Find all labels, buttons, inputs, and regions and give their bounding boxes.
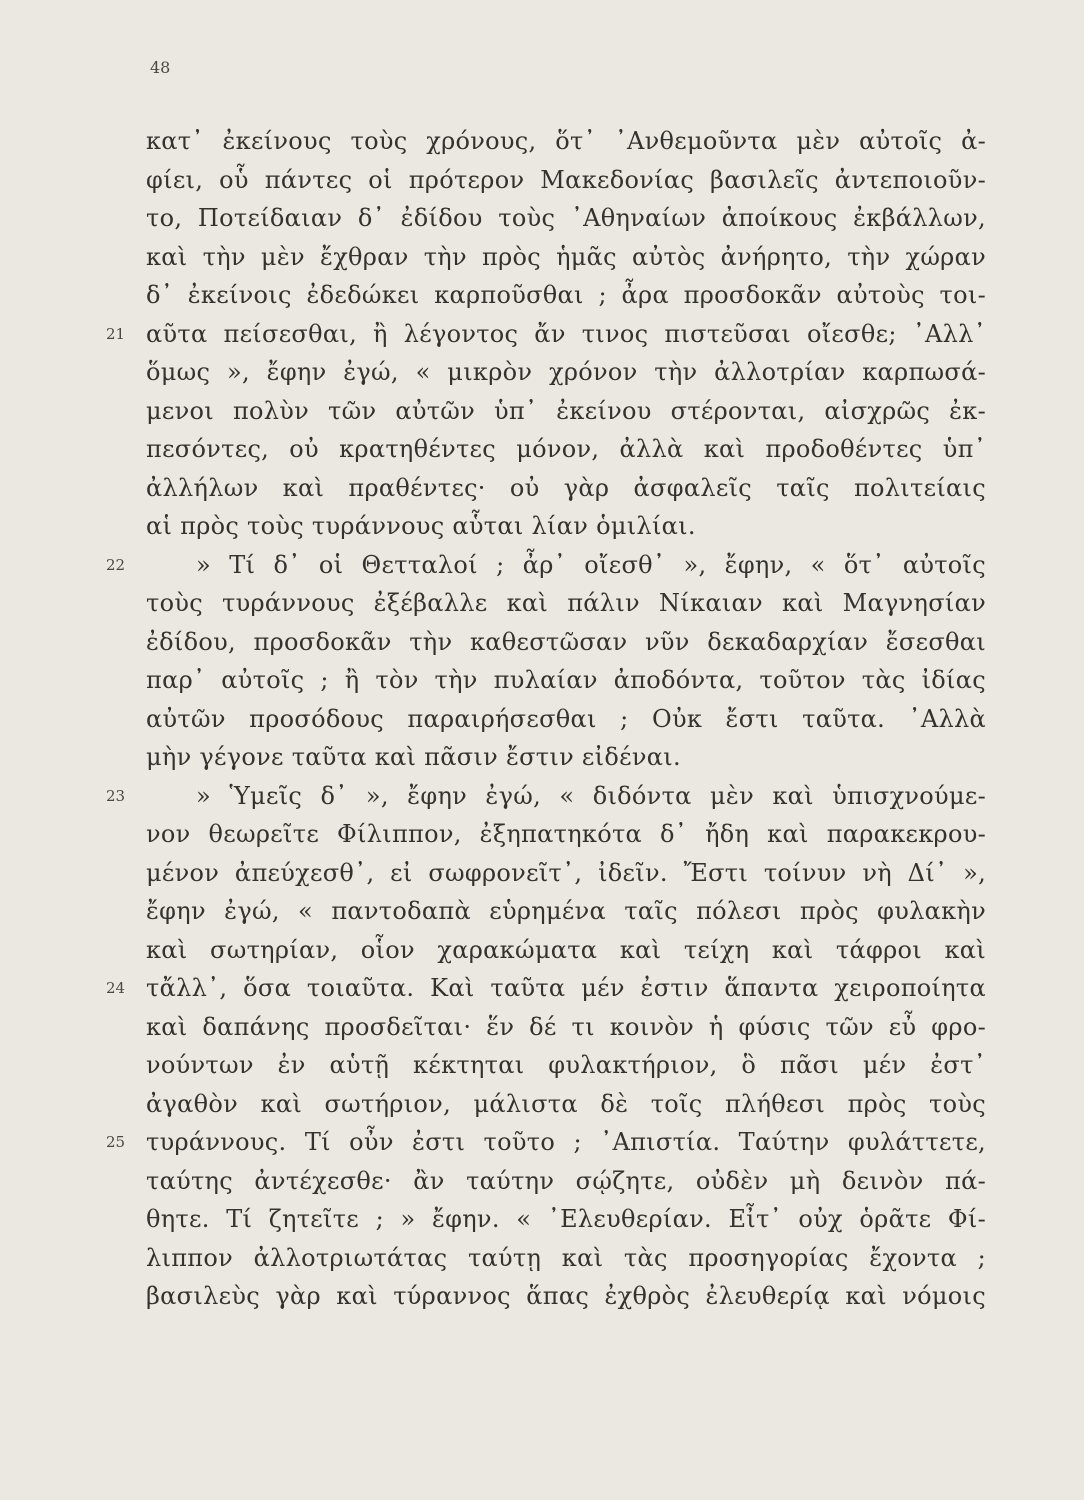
text-line — [0, 935, 1084, 975]
text-line — [0, 1089, 1084, 1129]
text-line — [0, 357, 1084, 397]
line-text: μενοι πολὺν τῶν αὐτῶν ὑπ᾽ ἐκείνου στέρονται, αἰσχρῶς ἐκ- — [146, 396, 986, 425]
text-line — [0, 165, 1084, 205]
text-line — [0, 126, 1084, 166]
section-number: 25 — [106, 1133, 126, 1151]
section-number: 22 — [106, 555, 126, 574]
line-text: ἐδίδου, προσδοκᾶν τὴν καθεστῶσαν νῦν δεκαδαρχίαν ἔσεσθαι — [146, 627, 986, 656]
line-text: θητε. Τί ζητεῖτε ; » ἔφην. « ᾿Ελευθερίαν. Εἶτ᾽ οὐχ ὁρᾶτε Φί- — [146, 1205, 986, 1233]
text-line — [0, 1166, 1084, 1206]
text-line — [0, 1050, 1084, 1090]
text-line — [0, 242, 1084, 282]
text-line — [0, 973, 1084, 1013]
text-line — [0, 1127, 1084, 1167]
page-number: 48 — [150, 58, 171, 77]
line-text: ἀλλήλων καὶ πραθέντες· οὐ γὰρ ἀσφαλεῖς ταῖς πολιτείαις — [146, 473, 986, 502]
text-line — [0, 1243, 1084, 1283]
line-text: ἀγαθὸν καὶ σωτήριον, μάλιστα δὲ τοῖς πλήθεσι πρὸς τοὺς — [146, 1089, 986, 1118]
line-text: μένον ἀπεύχεσθ᾽, εἰ σωφρονεῖτ᾽, ἰδεῖν. Ἔστι τοίνυν νὴ Δί᾽ », — [146, 858, 986, 887]
line-text: τἄλλ᾽, ὅσα τοιαῦτα. Καὶ ταῦτα μέν ἐστιν ἅπαντα χειροποίητα — [146, 974, 986, 1002]
text-line — [0, 704, 1084, 744]
text-line — [0, 434, 1084, 474]
line-text: αῦτα πείσεσθαι, ἢ λέγοντος ἄν τινος πιστεῦσαι οἴεσθε; ᾿Αλλ᾽ — [146, 319, 986, 348]
section-number: 24 — [106, 979, 126, 997]
line-text: αἱ πρὸς τοὺς τυράννους αὗται λίαν ὁμιλίαι. — [146, 512, 696, 540]
line-text: » Τί δ᾽ οἱ Θετταλοί ; ἆρ᾽ οἴεσθ᾽ », ἔφην, « ὅτ᾽ αὐτοῖς — [196, 550, 986, 579]
text-line — [0, 319, 1084, 359]
line-text: πεσόντες, οὐ κρατηθέντες μόνον, ἀλλὰ καὶ προδοθέντες ὑπ᾽ — [146, 435, 986, 463]
text-line — [0, 1281, 1084, 1321]
text-line — [0, 665, 1084, 705]
line-text: καὶ δαπάνης προσδεῖται· ἕν δέ τι κοινὸν ἡ φύσις τῶν εὖ φρο- — [146, 1012, 986, 1041]
line-text: λιππον ἀλλοτριωτάτας ταύτῃ καὶ τὰς προσηγορίας ἔχοντα ; — [146, 1243, 986, 1272]
line-text: κατ᾽ ἐκείνους τοὺς χρόνους, ὅτ᾽ ᾿Ανθεμοῦντα μὲν αὐτοῖς ἀ- — [146, 127, 986, 155]
line-text: αὐτῶν προσόδους παραιρήσεσθαι ; Οὐκ ἔστι ταῦτα. ᾿Αλλὰ — [146, 704, 986, 733]
text-line — [0, 742, 1084, 782]
line-text: » Ὑμεῖς δ᾽ », ἔφην ἐγώ, « διδόντα μὲν καὶ ὑπισχνούμε- — [196, 781, 986, 810]
text-line — [0, 819, 1084, 859]
text-line — [0, 473, 1084, 513]
text-line — [0, 1012, 1084, 1052]
line-text: τυράννους. Τί οὖν ἐστι τοῦτο ; ᾿Απιστία. Ταύτην φυλάττετε, — [146, 1128, 986, 1156]
line-text: καὶ σωτηρίαν, οἷον χαρακώματα καὶ τείχη καὶ τάφροι καὶ — [146, 935, 986, 964]
line-text: νον θεωρεῖτε Φίλιππον, ἐξηπατηκότα δ᾽ ἤδη καὶ παρακεκρου- — [146, 820, 986, 848]
text-line — [0, 781, 1084, 821]
text-line — [0, 588, 1084, 628]
line-text: το, Ποτείδαιαν δ᾽ ἐδίδου τοὺς ᾿Αθηναίων ἀποίκους ἐκβάλλων, — [146, 204, 986, 232]
line-text: ἔφην ἐγώ, « παντοδαπὰ εὑρημένα ταῖς πόλεσι πρὸς φυλακὴν — [146, 897, 986, 925]
section-number: 23 — [106, 786, 126, 805]
text-line — [0, 396, 1084, 436]
text-line — [0, 550, 1084, 590]
text-line — [0, 896, 1084, 936]
line-text: ὅμως », ἔφην ἐγώ, « μικρὸν χρόνον τὴν ἀλλοτρίαν καρπωσά- — [146, 358, 986, 386]
line-text: δ᾽ ἐκείνοις ἐδεδώκει καρποῦσθαι ; ἆρα προσδοκᾶν αὐτοὺς τοι- — [146, 281, 986, 309]
line-text: φίει, οὗ πάντες οἱ πρότερον Μακεδονίας βασιλεῖς ἀντεποιοῦν- — [146, 165, 986, 194]
text-line — [0, 1204, 1084, 1244]
line-text: παρ᾽ αὐτοῖς ; ἢ τὸν τὴν πυλαίαν ἀποδόντα, τοῦτον τὰς ἰδίας — [146, 666, 986, 694]
line-text: καὶ τὴν μὲν ἔχθραν τὴν πρὸς ἡμᾶς αὐτὸς ἀνήρητο, τὴν χώραν — [146, 242, 986, 271]
text-line — [0, 203, 1084, 243]
line-text: βασιλεὺς γὰρ καὶ τύραννος ἅπας ἐχθρὸς ἐλευθερίᾳ καὶ νόμοις — [146, 1282, 986, 1310]
text-line — [0, 511, 1084, 551]
text-line — [0, 627, 1084, 667]
text-line — [0, 280, 1084, 320]
text-line — [0, 858, 1084, 898]
line-text: τοὺς τυράννους ἐξέβαλλε καὶ πάλιν Νίκαιαν καὶ Μαγνησίαν — [146, 589, 986, 617]
line-text: ταύτης ἀντέχεσθε· ἂν ταύτην σῴζητε, οὐδὲν μὴ δεινὸν πά- — [146, 1166, 986, 1195]
line-text: μὴν γέγονε ταῦτα καὶ πᾶσιν ἔστιν εἰδέναι. — [146, 743, 681, 771]
line-text: νούντων ἐν αὑτῇ κέκτηται φυλακτήριον, ὃ πᾶσι μέν ἐστ᾽ — [146, 1051, 986, 1079]
section-number: 21 — [106, 324, 126, 343]
